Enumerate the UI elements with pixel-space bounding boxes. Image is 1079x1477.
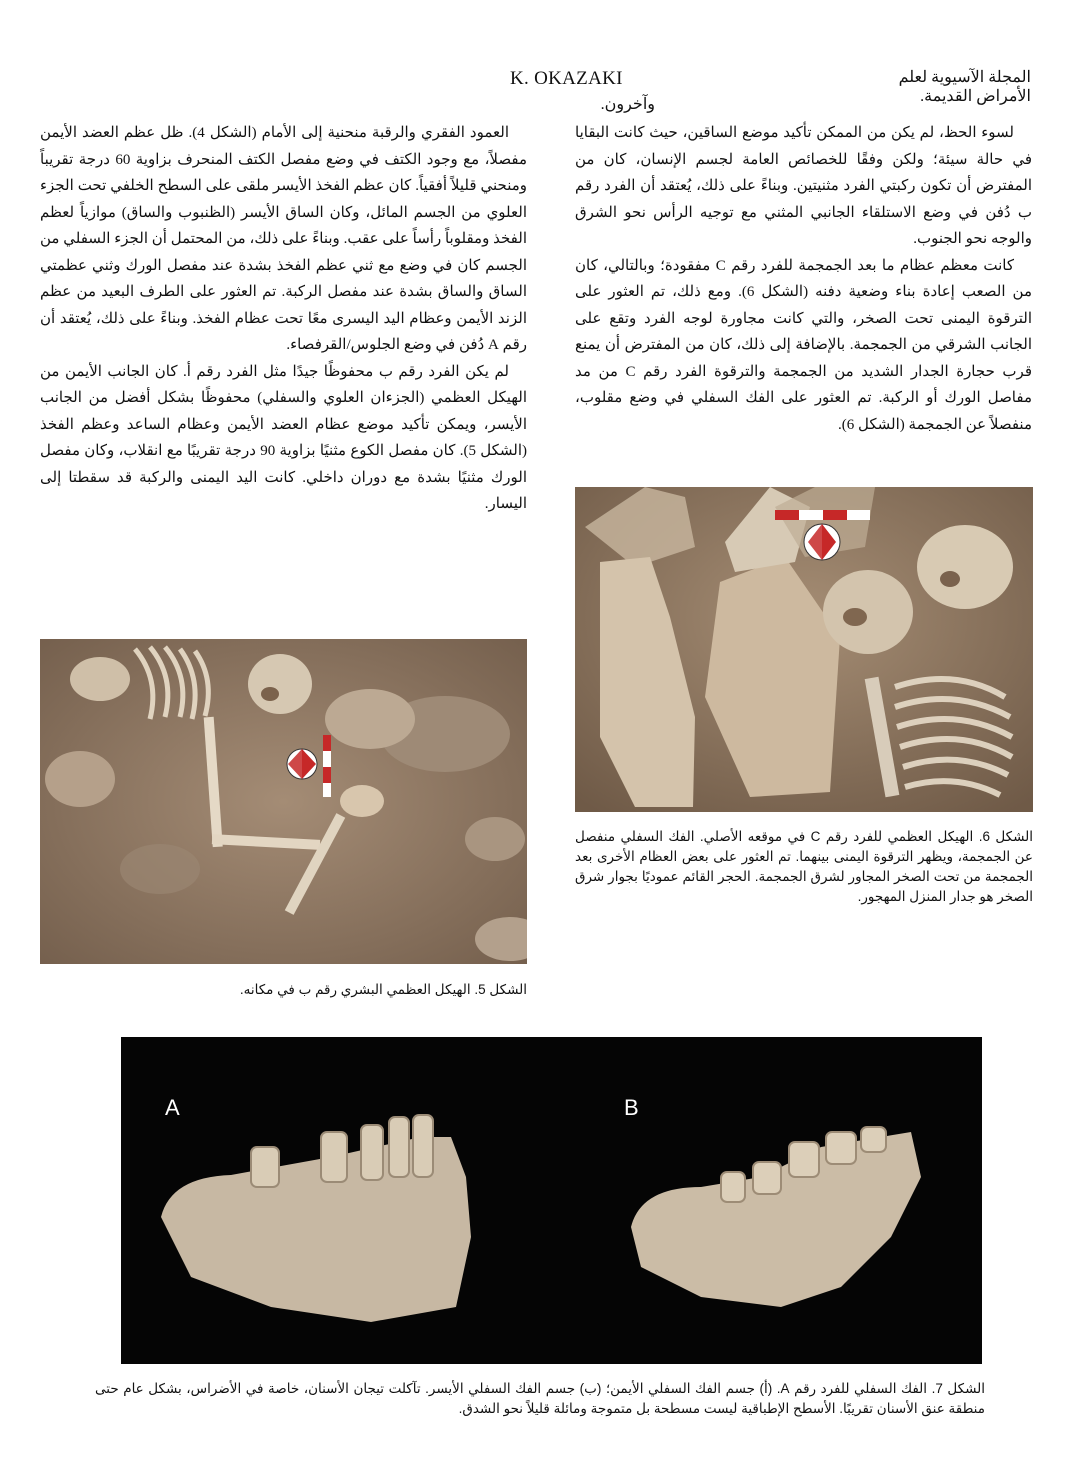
right-text-column (575, 120, 1032, 438)
left-text-column (40, 120, 527, 518)
journal-name-line2: الأمراض القديمة. (920, 88, 1031, 105)
figure-5-photo (40, 639, 527, 964)
figure-6-photo (575, 487, 1033, 812)
figure-6-caption: الشكل 6. الهيكل العظمي للفرد رقم C في موقعه الأصلي. الفك السفلي منفصل عن الجمجمة، ويظهر الترقوة اليمنى بينهما. تم العثور على بعض العظام الأخرى بعد الجمجمة من تحت الصخر المجاور لشرق الجمجمة. الحجر القائم عموديًا بجوار شرق الصخر هو جدار المنزل المهجور. (575, 829, 1033, 904)
paragraph: كانت معظم عظام ما بعد الجمجمة للفرد رقم C مفقودة؛ وبالتالي، كان من الصعب إعادة بناء وضعية دفنه (الشكل 6). ومع ذلك، تم العثور على الترقوة اليمنى تحت الصخر، والتي كانت مجاورة لوجه الفرد وتقع على الجانب الشرقي من الجمجمة. بالإضافة إلى ذلك، كان من المفترض أن يمنع قرب حجارة الجدار الشديد من الجمجمة والترقوة الفرد رقم C من مد مفاصل الورك أو الركبة. تم العثور على الفك السفلي في وضع مقلوب، منفصلاً عن الجمجمة (الشكل 6). (575, 257, 1032, 433)
figure-7-caption: الشكل 7. الفك السفلي للفرد رقم A. (أ) جسم الفك السفلي الأيمن؛ (ب) جسم الفك السفلي الأيسر. تآكلت تيجان الأسنان، خاصة في الأضراس، بشكل عام حتى منطقة عنق الأسنان تقريبًا. الأسطح الإطباقية ليست مسطحة بل متموجة ومائلة قليلاً نحو الشدق. (95, 1381, 985, 1416)
figure-5-caption: الشكل 5. الهيكل العظمي البشري رقم ب في مكانه. (239, 982, 527, 997)
et-al-header: وآخرون. (600, 96, 655, 113)
figure-7-label-a: A (165, 1095, 180, 1120)
paragraph: لسوء الحظ، لم يكن من الممكن تأكيد موضع الساقين، حيث كانت البقايا في حالة سيئة؛ ولكن وفقًا للخصائص العامة لجسم الإنسان، كان من المفترض أن تكون ركبتي الفرد مثنيتين. وبناءً على ذلك، يُعتقد أن الفرد رقم ب دُفن في وضع الاستلقاء الجانبي المثني مع توجيه الرأس نحو الشرق والوجه نحو الجنوب. (575, 125, 1032, 247)
paragraph: العمود الفقري والرقبة منحنية إلى الأمام (الشكل 4). ظل عظم العضد الأيمن مفصلاً، مع وجود الكتف في وضع مفصل الكتف المنحرف بزاوية 60 درجة تقريباً ومنحني قليلاً أفقياً. كان عظم الفخذ الأيسر ملقى على السطح الخلفي تحت الجزء العلوي من الجسم المائل، وكان الساق الأيسر (الظنبوب والساق) موازياً لعظم الفخذ ومقلوباً رأساً على عقب. وبناءً على ذلك، من المحتمل أن الجزء السفلي من الجسم كان في وضع مع ثني عظم الفخذ بشدة عند مفصل الورك وثني عظمتي الساق والساق بشدة عند مفصل الركبة. تم العثور على الطرف البعيد من عظم الزند الأيمن وعظام اليد اليسرى معًا تحت عظام الفخذ. وبناءً على ذلك، يُعتقد أن رقم A دُفن في وضع الجلوس/القرفصاء. (40, 125, 528, 353)
journal-name-line1: المجلة الآسيوية لعلم (898, 69, 1031, 86)
author-header: K. OKAZAKI (510, 68, 623, 89)
paragraph: لم يكن الفرد رقم ب محفوظًا جيدًا مثل الفرد رقم أ. كان الجانب الأيمن من الهيكل العظمي (الجزءان العلوي والسفلي) محفوظًا بشكل أفضل من الجانب الأيسر، ويمكن تأكيد موضع عظام العضد الأيمن وعظام الساعد وعظم الفخذ (الشكل 5). كان مفصل الكوع مثنيًا بزاوية 90 درجة تقريبًا مع انقلاب، وكان مفصل الورك مثنيًا بشدة مع دوران داخلي. كانت اليد اليمنى والركبة قد سقطتا إلى اليسار. (40, 363, 527, 512)
journal-name (771, 68, 1031, 106)
mandible-photo (121, 1037, 982, 1364)
excavation-photo-c (575, 487, 1033, 812)
figure-7-photo (121, 1037, 982, 1364)
excavation-photo-b (40, 639, 527, 964)
figure-7-label-b: B (624, 1095, 639, 1120)
